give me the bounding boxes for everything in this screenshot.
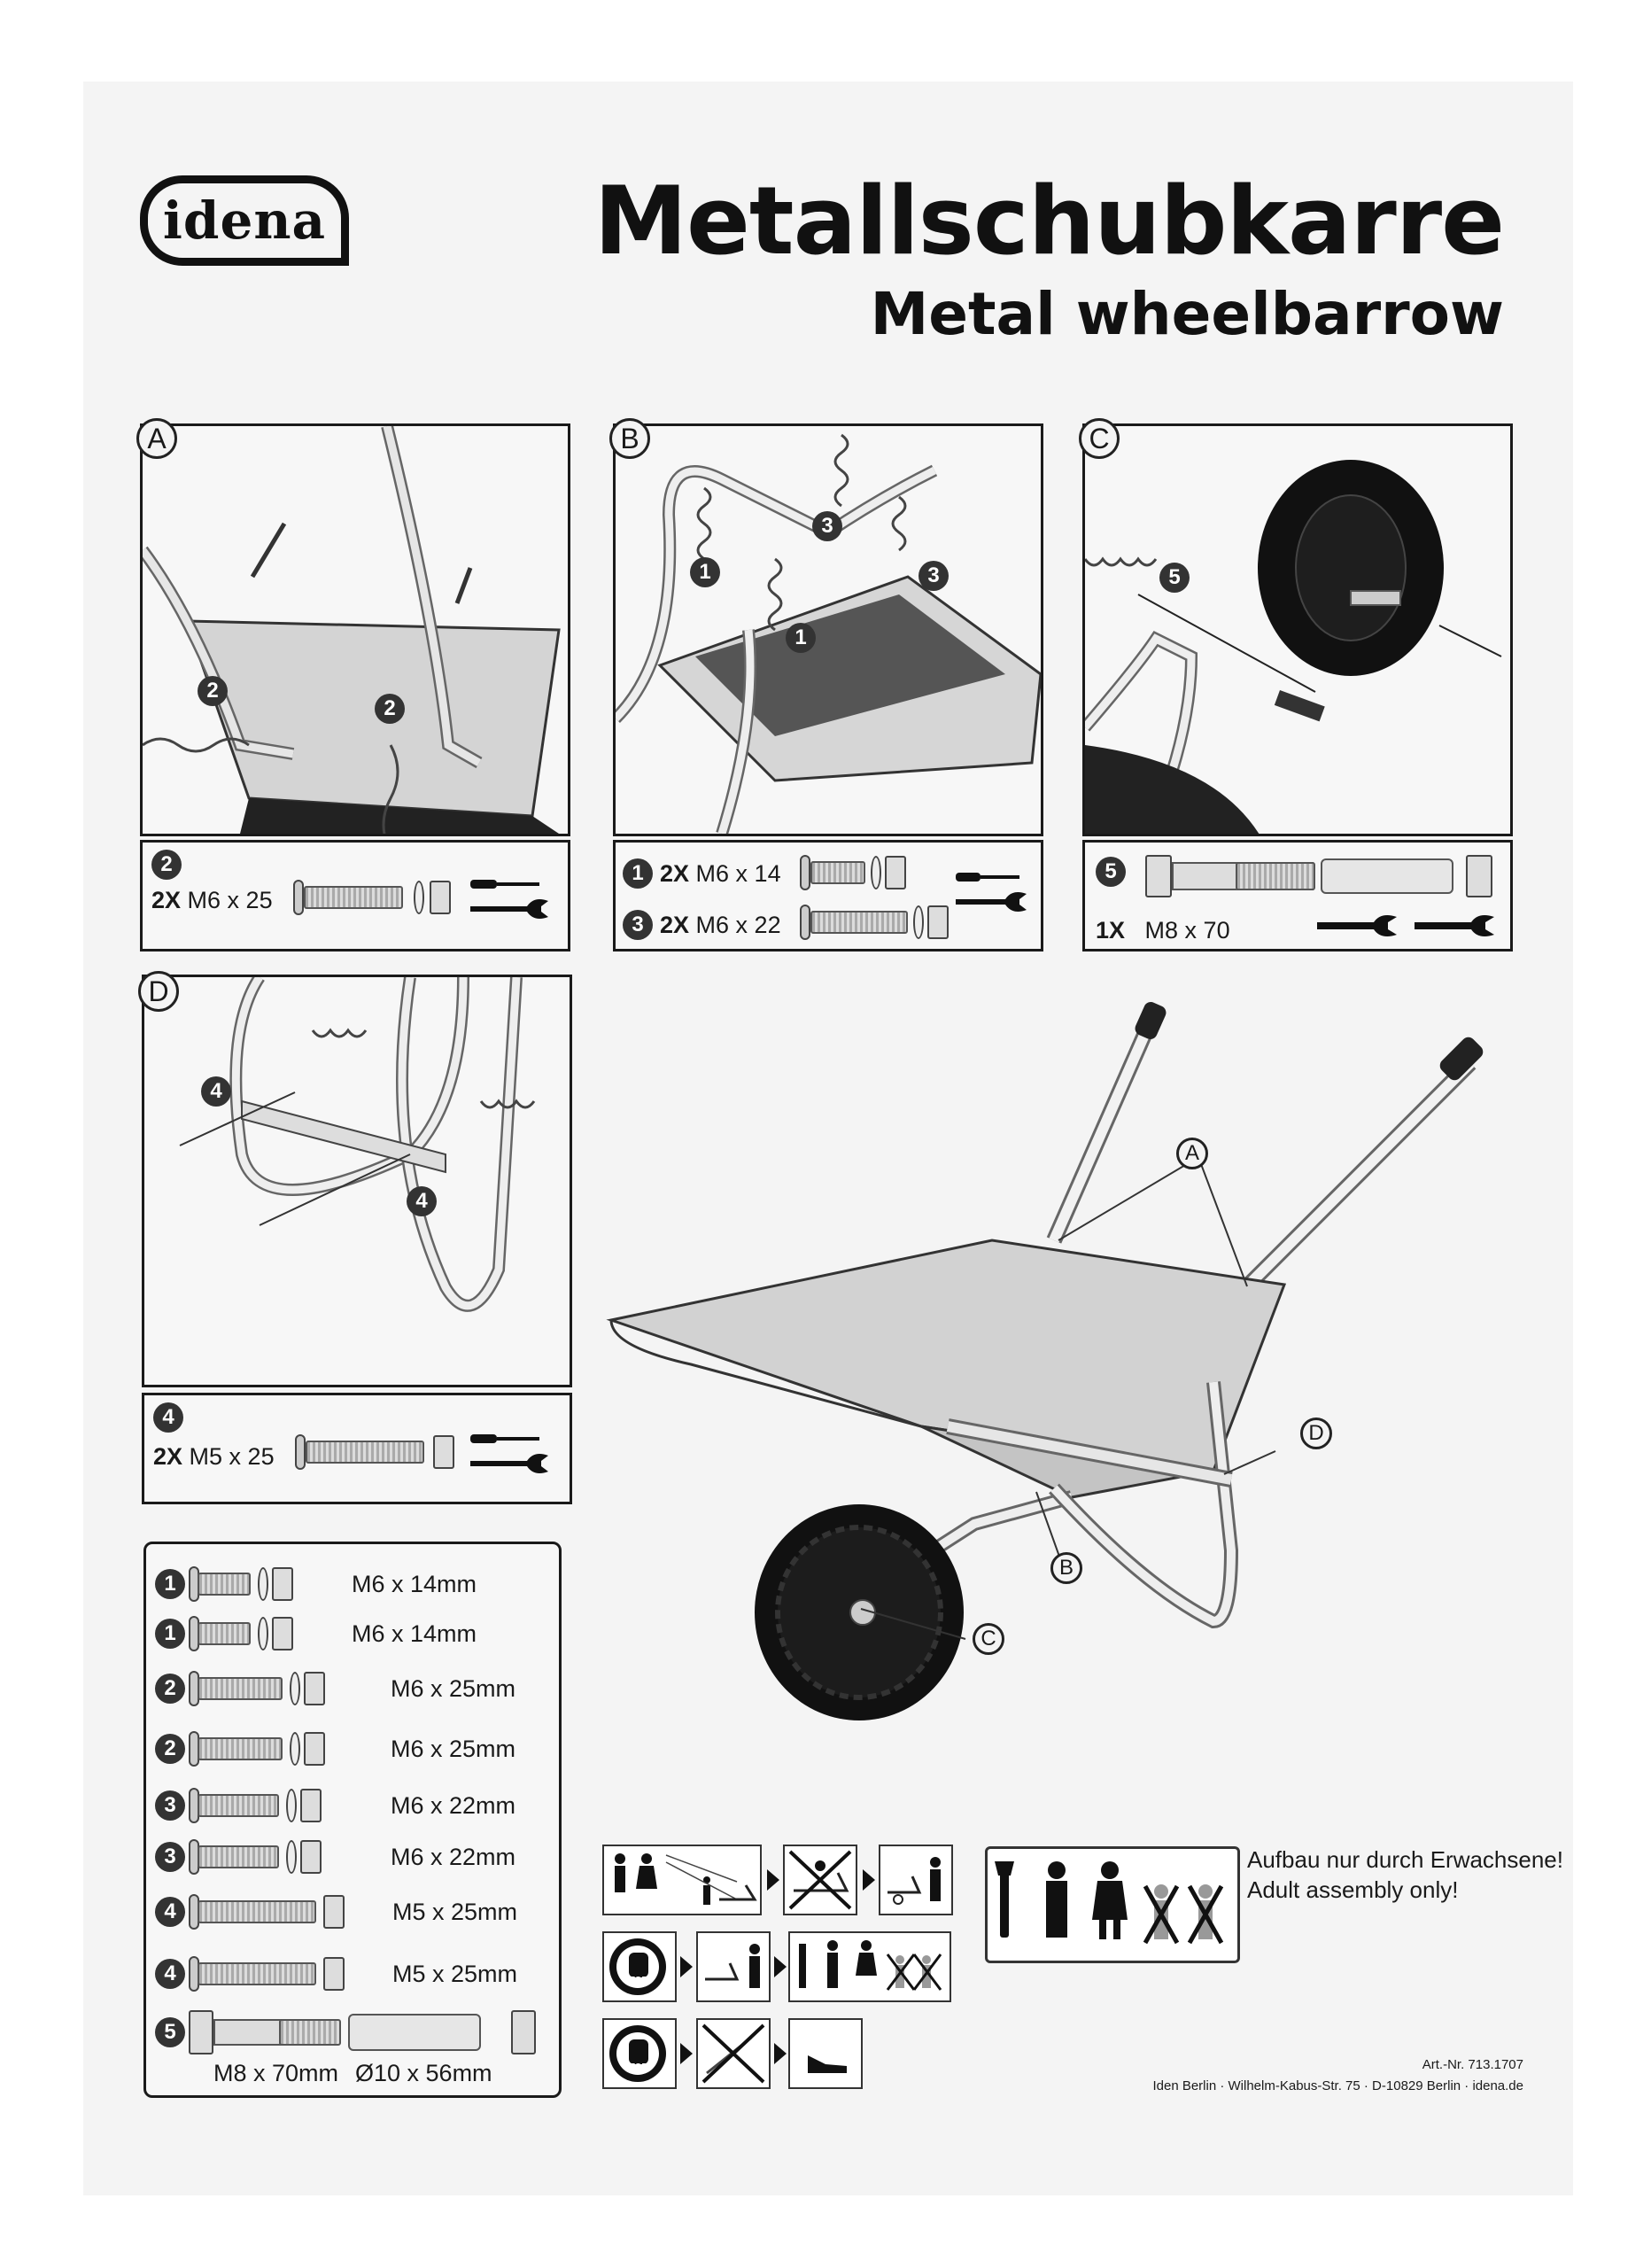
list-item [146,1835,562,1879]
hardware-spec: 2X M5 x 25 [153,1443,275,1470]
bolt-icon [306,1441,424,1464]
nut-icon [430,881,451,914]
part-number-badge: 1 [690,557,720,587]
part-number-badge: 1 [623,858,653,889]
part-size: M5 x 25mm [392,1961,518,1987]
list-item [146,1890,562,1934]
axle-sleeve-icon [1321,858,1453,894]
adult-only-pictogram-small [788,1931,951,2002]
step-b-hardware [613,840,1043,951]
arrow-icon [680,2043,693,2064]
adult-assembly-icons [988,1849,1237,1961]
step-b-drawing [616,426,1043,836]
list-item [146,1952,562,1996]
title-english: Metal wheelbarrow [870,280,1504,348]
part-number-badge: 3 [623,910,653,940]
part-number-badge: 1 [786,623,816,653]
callout-d: D [1300,1418,1332,1449]
parts-list [143,1542,562,2098]
adult-assembly-pictogram [985,1846,1240,1963]
part-number-badge: 2 [198,676,228,706]
title-german: Metallschubkarre [593,167,1504,276]
nut-icon [885,856,906,889]
no-riding-pictogram [783,1845,857,1915]
part-number-badge: 2 [155,1674,185,1704]
bolt-icon [293,880,304,915]
part-number-badge: 3 [919,561,949,591]
part-number-badge: 3 [155,1842,185,1872]
step-d-hardware [142,1393,572,1504]
arrow-icon [680,1956,693,1977]
adult-assembly-text: Aufbau nur durch Erwachsene! Adult assembly only! [1247,1846,1563,1903]
step-d-drawing [144,977,572,1387]
stop-pictogram: STOP [602,2018,677,2089]
part-number-badge: 3 [812,511,842,541]
stop-pictogram: STOP [602,1931,677,2002]
part-number-badge: 5 [155,2017,185,2047]
part-number-badge: 2 [155,1734,185,1764]
screwdriver-wrench-icon [470,876,559,929]
step-d-label: D [138,971,179,1012]
part-size: M6 x 25mm [391,1675,516,1702]
hardware-spec: 2X M6 x 14 [660,860,781,887]
article-number: Art.-Nr. 713.1707 [1422,2057,1523,2072]
hardware-spec: 2X M6 x 22 [660,912,781,938]
nut-icon [1466,855,1492,897]
part-number-badge: 1 [155,1569,185,1599]
supervision-pictogram [602,1845,762,1915]
part-size: M6 x 22mm [391,1792,516,1819]
screwdriver-wrench-icon [470,1431,559,1484]
bolt-icon [800,905,810,940]
nut-icon [927,905,949,939]
idena-logo: idena [140,175,349,266]
wheelbarrow-overview [593,1001,1532,1728]
hardware-spec: 1X M8 x 70 [1096,917,1230,944]
step-d-illustration [142,975,572,1387]
part-number-badge: 3 [155,1790,185,1821]
part-size: M8 x 70mm [213,2060,339,2086]
part-number-badge: 4 [155,1897,185,1927]
step-a-hardware [140,840,570,951]
step-a-illustration [140,423,570,836]
washer-icon [871,856,881,889]
bolt-head-icon [1145,855,1172,897]
child-play-pictogram [696,1931,771,2002]
push-pictogram [879,1845,953,1915]
step-a-label: A [136,418,177,459]
arrow-icon [767,1869,779,1891]
part-number-badge: 4 [153,1402,183,1433]
list-item [146,1727,562,1771]
nut-icon [433,1435,454,1469]
washer-icon [414,881,424,914]
callout-b: B [1050,1552,1082,1584]
step-c-drawing [1085,426,1513,836]
step-c-illustration [1082,423,1513,836]
part-size: M5 x 25mm [392,1899,518,1925]
part-size: M6 x 25mm [391,1736,516,1762]
arrow-icon [774,1956,787,1977]
bolt-icon [304,886,403,909]
part-number-badge: 5 [1096,857,1126,887]
part-number-badge: 1 [155,1619,185,1649]
callout-c: C [973,1623,1004,1655]
bolt-icon [800,855,810,890]
part-size: M6 x 22mm [391,1844,516,1870]
footwear-pictogram [788,2018,863,2089]
no-use-pictogram [696,2018,771,2089]
list-item [146,1783,562,1828]
part-size: M6 x 14mm [352,1571,477,1597]
part-number-badge: 4 [407,1186,437,1216]
step-a-drawing [143,426,570,836]
bolt-thread-icon [1236,862,1315,890]
list-item [146,1612,562,1656]
wrench-icon [1317,910,1503,945]
part-number-badge: 4 [201,1076,231,1107]
bolt-icon [810,911,908,934]
part-number-badge: 5 [1159,563,1190,593]
step-b-illustration [613,423,1043,836]
step-b-label: B [609,418,650,459]
arrow-icon [863,1869,875,1891]
list-item [146,2010,562,2095]
hardware-spec: 2X M6 x 25 [151,887,273,913]
callout-a: A [1176,1138,1208,1169]
part-number-badge: 2 [375,694,405,724]
washer-icon [913,905,924,939]
arrow-icon [774,2043,787,2064]
company-address: Iden Berlin · Wilhelm-Kabus-Str. 75 · D-10829 Berlin · idena.de [1152,2078,1523,2093]
part-number-badge: 2 [151,850,182,880]
bolt-icon [810,861,865,884]
list-item [146,1666,562,1711]
list-item [146,1562,562,1606]
step-c-hardware [1082,840,1513,951]
part-size: M6 x 14mm [352,1620,477,1647]
step-c-label: C [1079,418,1120,459]
screwdriver-wrench-icon [956,869,1035,922]
part-size-sleeve: Ø10 x 56mm [355,2060,492,2086]
part-number-badge: 4 [155,1959,185,1989]
bolt-icon [295,1434,306,1470]
